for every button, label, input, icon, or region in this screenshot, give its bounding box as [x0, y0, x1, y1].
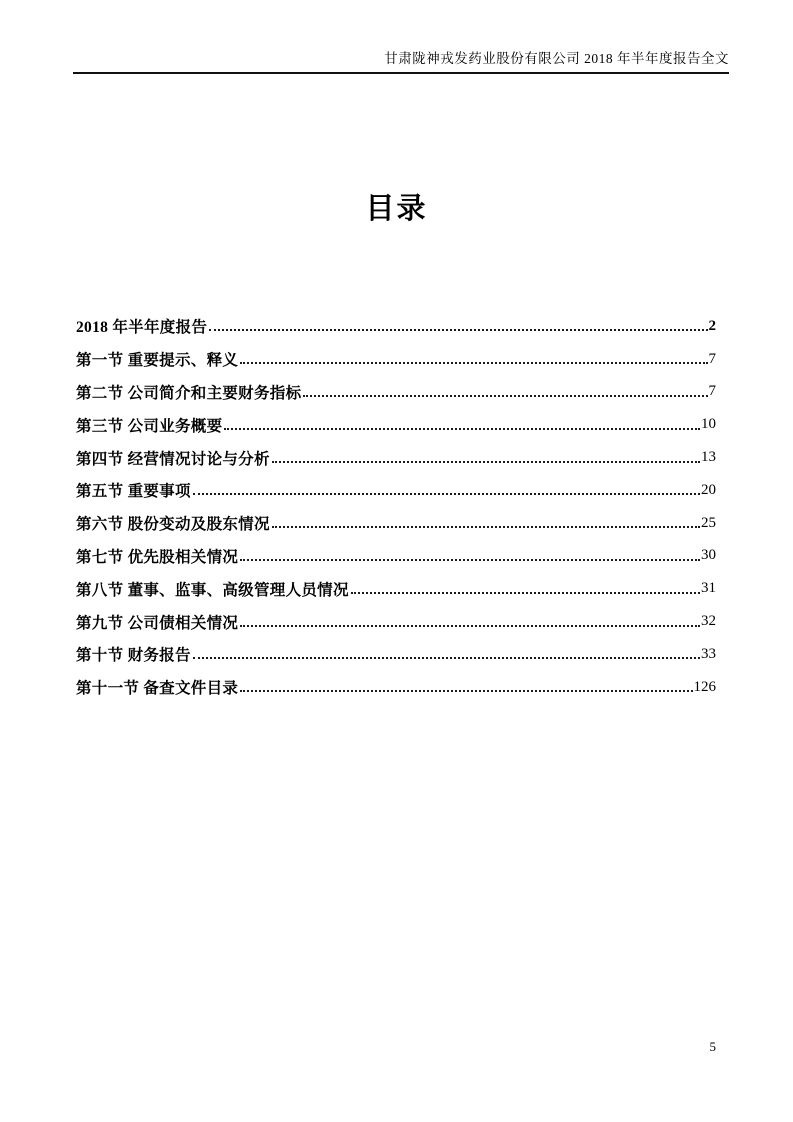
toc-dot-leader — [193, 657, 700, 659]
toc-dot-leader — [209, 329, 707, 331]
toc-page-number: 30 — [701, 547, 716, 564]
toc-dot-leader — [240, 559, 700, 561]
toc-dot-leader — [351, 592, 700, 594]
toc-page-number: 2 — [708, 317, 716, 334]
toc-dot-leader — [240, 625, 700, 627]
toc-dot-leader — [240, 362, 707, 364]
page-header — [73, 49, 729, 74]
page-title: 目录 — [365, 193, 428, 225]
toc-row — [76, 474, 716, 507]
toc-row — [76, 376, 716, 409]
toc-entry-label: 第七节 优先股相关情况 — [76, 548, 239, 566]
toc-row — [76, 638, 716, 671]
toc-row — [76, 310, 716, 343]
toc-page-number: 25 — [701, 514, 716, 531]
toc-entry-label: 第三节 公司业务概要 — [76, 417, 223, 435]
toc-row — [76, 540, 716, 573]
toc-entry-label: 2018 年半年度报告 — [76, 319, 208, 337]
toc-dot-leader — [272, 526, 700, 528]
toc-dot-leader — [240, 690, 692, 692]
toc-entry-label: 第五节 重要事项 — [76, 483, 191, 501]
toc-row — [76, 343, 716, 376]
toc-dot-leader — [193, 493, 700, 495]
header-title: 甘肃陇神戎发药业股份有限公司 2018 年半年度报告全文 — [384, 51, 729, 66]
toc-dot-leader — [303, 395, 707, 397]
toc-row — [76, 507, 716, 540]
toc-row — [76, 572, 716, 605]
toc-page-number: 20 — [701, 481, 716, 498]
toc-page-number: 33 — [701, 645, 716, 662]
toc-page-number: 10 — [701, 416, 716, 433]
toc-page-number: 7 — [708, 383, 716, 400]
toc-row — [76, 408, 716, 441]
toc-row — [76, 441, 716, 474]
toc-page-number: 31 — [701, 580, 716, 597]
toc-page-number: 32 — [701, 613, 716, 630]
toc-page-number: 13 — [701, 449, 716, 466]
page-number: 5 — [709, 1039, 716, 1054]
toc-entry-label: 第十一节 备查文件目录 — [76, 680, 239, 698]
toc-entry-label: 第十节 财务报告 — [76, 647, 191, 665]
toc-entry-label: 第四节 经营情况讨论与分析 — [76, 450, 270, 468]
toc-dot-leader — [224, 428, 700, 430]
toc-list — [76, 310, 716, 704]
toc-entry-label: 第九节 公司债相关情况 — [76, 614, 239, 632]
toc-page-number: 126 — [693, 678, 716, 695]
toc-row — [76, 605, 716, 638]
toc-dot-leader — [272, 461, 700, 463]
toc-entry-label: 第六节 股份变动及股东情况 — [76, 516, 270, 534]
toc-row — [76, 671, 716, 704]
toc-page-number: 7 — [708, 350, 716, 367]
toc-entry-label: 第八节 董事、监事、高级管理人员情况 — [76, 581, 349, 599]
toc-entry-label: 第一节 重要提示、释义 — [76, 352, 239, 370]
toc-entry-label: 第二节 公司简介和主要财务指标 — [76, 384, 302, 402]
